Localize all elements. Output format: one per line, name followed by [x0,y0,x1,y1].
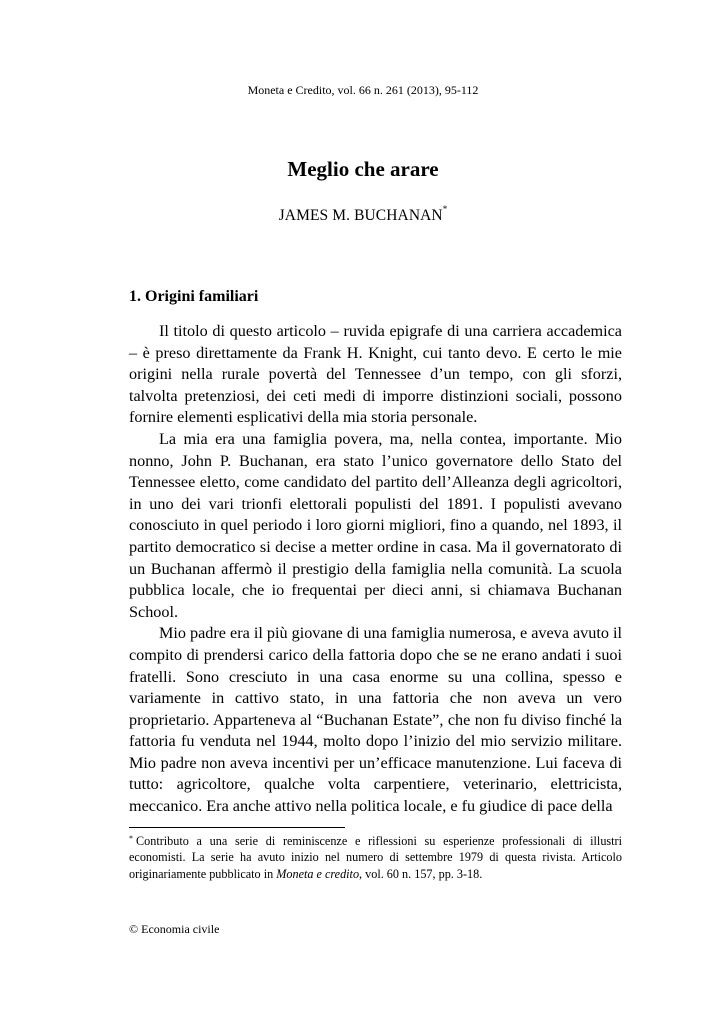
copyright-footer: © Economia civile [129,922,220,936]
footnote-mark: * [129,834,133,843]
paragraph: La mia era una famiglia povera, ma, nella contea, importante. Mio nonno, John P. Buchanan, era stato l’unico governatore dello Stato del Tennessee eletto, come candidato del partito dell’Alleanza degli agricoltori, in uno dei vari trionfi elettorali populisti del 1891. I populisti avevano conosciuto in quel periodo i loro giorni migliori, fino a quando, nel 1893, il partito democratico si decise a metter ordine in casa. Ma il governatorato di un Buchanan affermò il prestigio della famiglia nella comunità. La scuola pubblica locale, che io frequentai per dieci anni, si chiamava Buchanan School. [129,429,622,621]
body-text [129,321,622,818]
author-footnote-mark[interactable]: * [442,204,448,214]
paragraph: Il titolo di questo articolo – ruvida epigrafe di una carriera accademica – è preso direttamente da Frank H. Knight, cui tanto devo. E certo le mie origini nella rurale povertà del Tennessee d’un tempo, con gli sforzi, talvolta pretenziosi, dei ceti medi di imporre distinzioni sociali, possono fornire elementi esplicativi della mia storia personale. [129,322,622,427]
footnote-text-after: , vol. 60 n. 157, pp. 3-18. [359,866,483,881]
footnote-text-before: Contributo a una serie di reminiscenze e riflessioni su esperienze professionali di illustri economisti. La serie ha avuto inizio nel numero di settembre 1979 di questa rivista. Articolo originariamente pubblicato in [129,834,622,881]
footnote [129,833,622,882]
footnote-journal-title: Moneta e credito [276,866,360,881]
author-name: JAMES M. BUCHANAN [278,207,443,224]
footnote-divider [129,827,345,828]
paragraph: Mio padre era il più giovane di una famiglia numerosa, e aveva avuto il compito di prendersi carico della fattoria dopo che se ne erano andati i suoi fratelli. Sono cresciuto in una casa enorme su una collina, spesso e variamente in cattivo stato, in una fattoria che non aveva un vero proprietario. Apparteneva al “Buchanan Estate”, che non fu diviso finché la fattoria fu venduta nel 1944, molto dopo l’inizio del mio servizio militare. Mio padre non aveva incentivi per un’efficace manutenzione. Lui faceva di tutto: agricoltore, qualche volta carpentiere, veterinario, elettricista, meccanico. Era anche attivo nella politica locale, e fu giudice di pace della [129,624,622,816]
section-heading: 1. Origini familiari [129,288,259,305]
author-line [0,204,726,225]
running-head: Moneta e Credito, vol. 66 n. 261 (2013), 95-112 [247,83,479,97]
article-title: Meglio che arare [287,157,439,181]
